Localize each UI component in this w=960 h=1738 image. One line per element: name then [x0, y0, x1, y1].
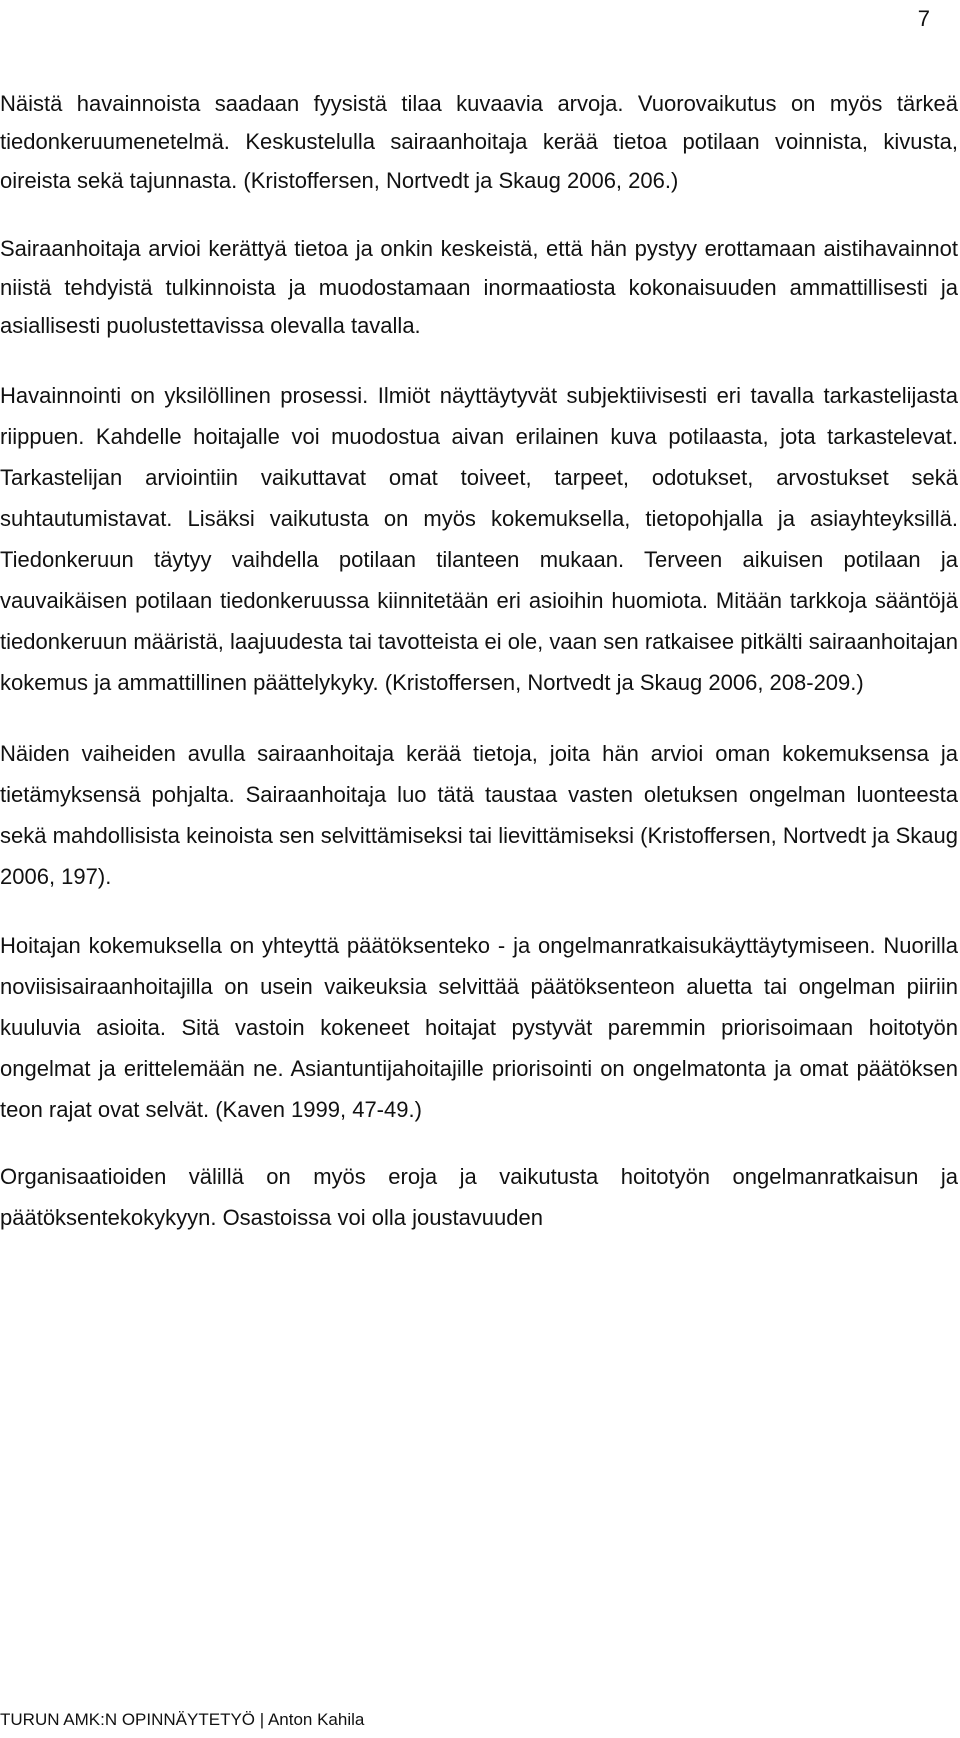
paragraph-observation-process: Havainnointi on yksilöllinen prosessi. Ilmiöt näyttäytyvät subjektiivisesti eri tavalla tarkastelijasta riippuen. Kahdelle hoitajalle voi muodostua aivan erilainen kuva potilaasta, jota tarkastelevat. Tarkastelijan arviointiin vaikuttavat omat toiveet, tarpeet, odotukset, arvostukset sekä suhtautumistavat. Lisäksi vaikutusta on myös kokemuksella, tietopohjalla ja asiayhteyksillä. Tiedonkeruun täytyy vaihdella potilaan tilanteen mukaan. Terveen aikuisen potilaan ja vauvaikäisen potilaan tiedonkeruussa kiinnitetään eri asioihin huomiota. Mitään tarkkoja sääntöjä tiedonkeruun määristä, laajuudesta tai tavotteista ei ole, vaan sen ratkaisee pitkälti sairaanhoitajan kokemus ja ammattillinen päättelykyky. (Kristoffersen, Nortvedt ja Skaug 2006, 208-209.) [0, 383, 958, 696]
document-body [0, 85, 958, 1264]
paragraph-organisations: Organisaatioiden välillä on myös eroja ja vaikutusta hoitotyön ongelmanratkaisun ja päätöksentekokykyyn. Osastoissa voi olla joustavuuden [0, 1164, 958, 1231]
paragraph-experience: Hoitajan kokemuksella on yhteyttä päätöksenteko - ja ongelmanratkaisukäyttäytymiseen. Nuorilla noviisisairaanhoitajilla on usein vaikeuksia selvittää päätöksenteon aluetta tai ongelman piiriin kuuluvia asioita. Sitä vastoin kokeneet hoitajat pystyvät paremmin priorisoimaan hoitotyön ongelmat ja erittelemään ne. Asiantuntijahoitajille priorisointi on ongelmatonta ja omat päätöksen teon rajat ovat selvät. (Kaven 1999, 47-49.) [0, 933, 958, 1123]
footer: TURUN AMK:N OPINNÄYTETYÖ | Anton Kahila [0, 1710, 365, 1729]
paragraph-evaluation: Sairaanhoitaja arvioi kerättyä tietoa ja onkin keskeistä, että hän pystyy erottamaan aistihavainnot niistä tehdyistä tulkinnoista ja muodostamaan inormaatiosta kokonaisuuden ammattillisesti ja asiallisesti puolustettavissa olevalla tavalla. [0, 236, 958, 339]
paragraph-observations: Näistä havainnoista saadaan fyysistä tilaa kuvaavia arvoja. Vuorovaikutus on myös tärkeä tiedonkeruumenetelmä. Keskustelulla sairaanhoitaja kerää tietoa potilaan voinnista, kivusta, oireista sekä tajunnasta. (Kristoffersen, Nortvedt ja Skaug 2006, 206.) [0, 91, 958, 193]
paragraph-phases: Näiden vaiheiden avulla sairaanhoitaja kerää tietoja, joita hän arvioi oman kokemuksensa ja tietämyksensä pohjalta. Sairaanhoitaja luo tätä taustaa vasten oletuksen ongelman luonteesta sekä mahdollisista keinoista sen selvittämiseksi tai lievittämiseksi (Kristoffersen, Nortvedt ja Skaug 2006, 197). [0, 741, 958, 890]
page-number: 7 [917, 6, 930, 31]
